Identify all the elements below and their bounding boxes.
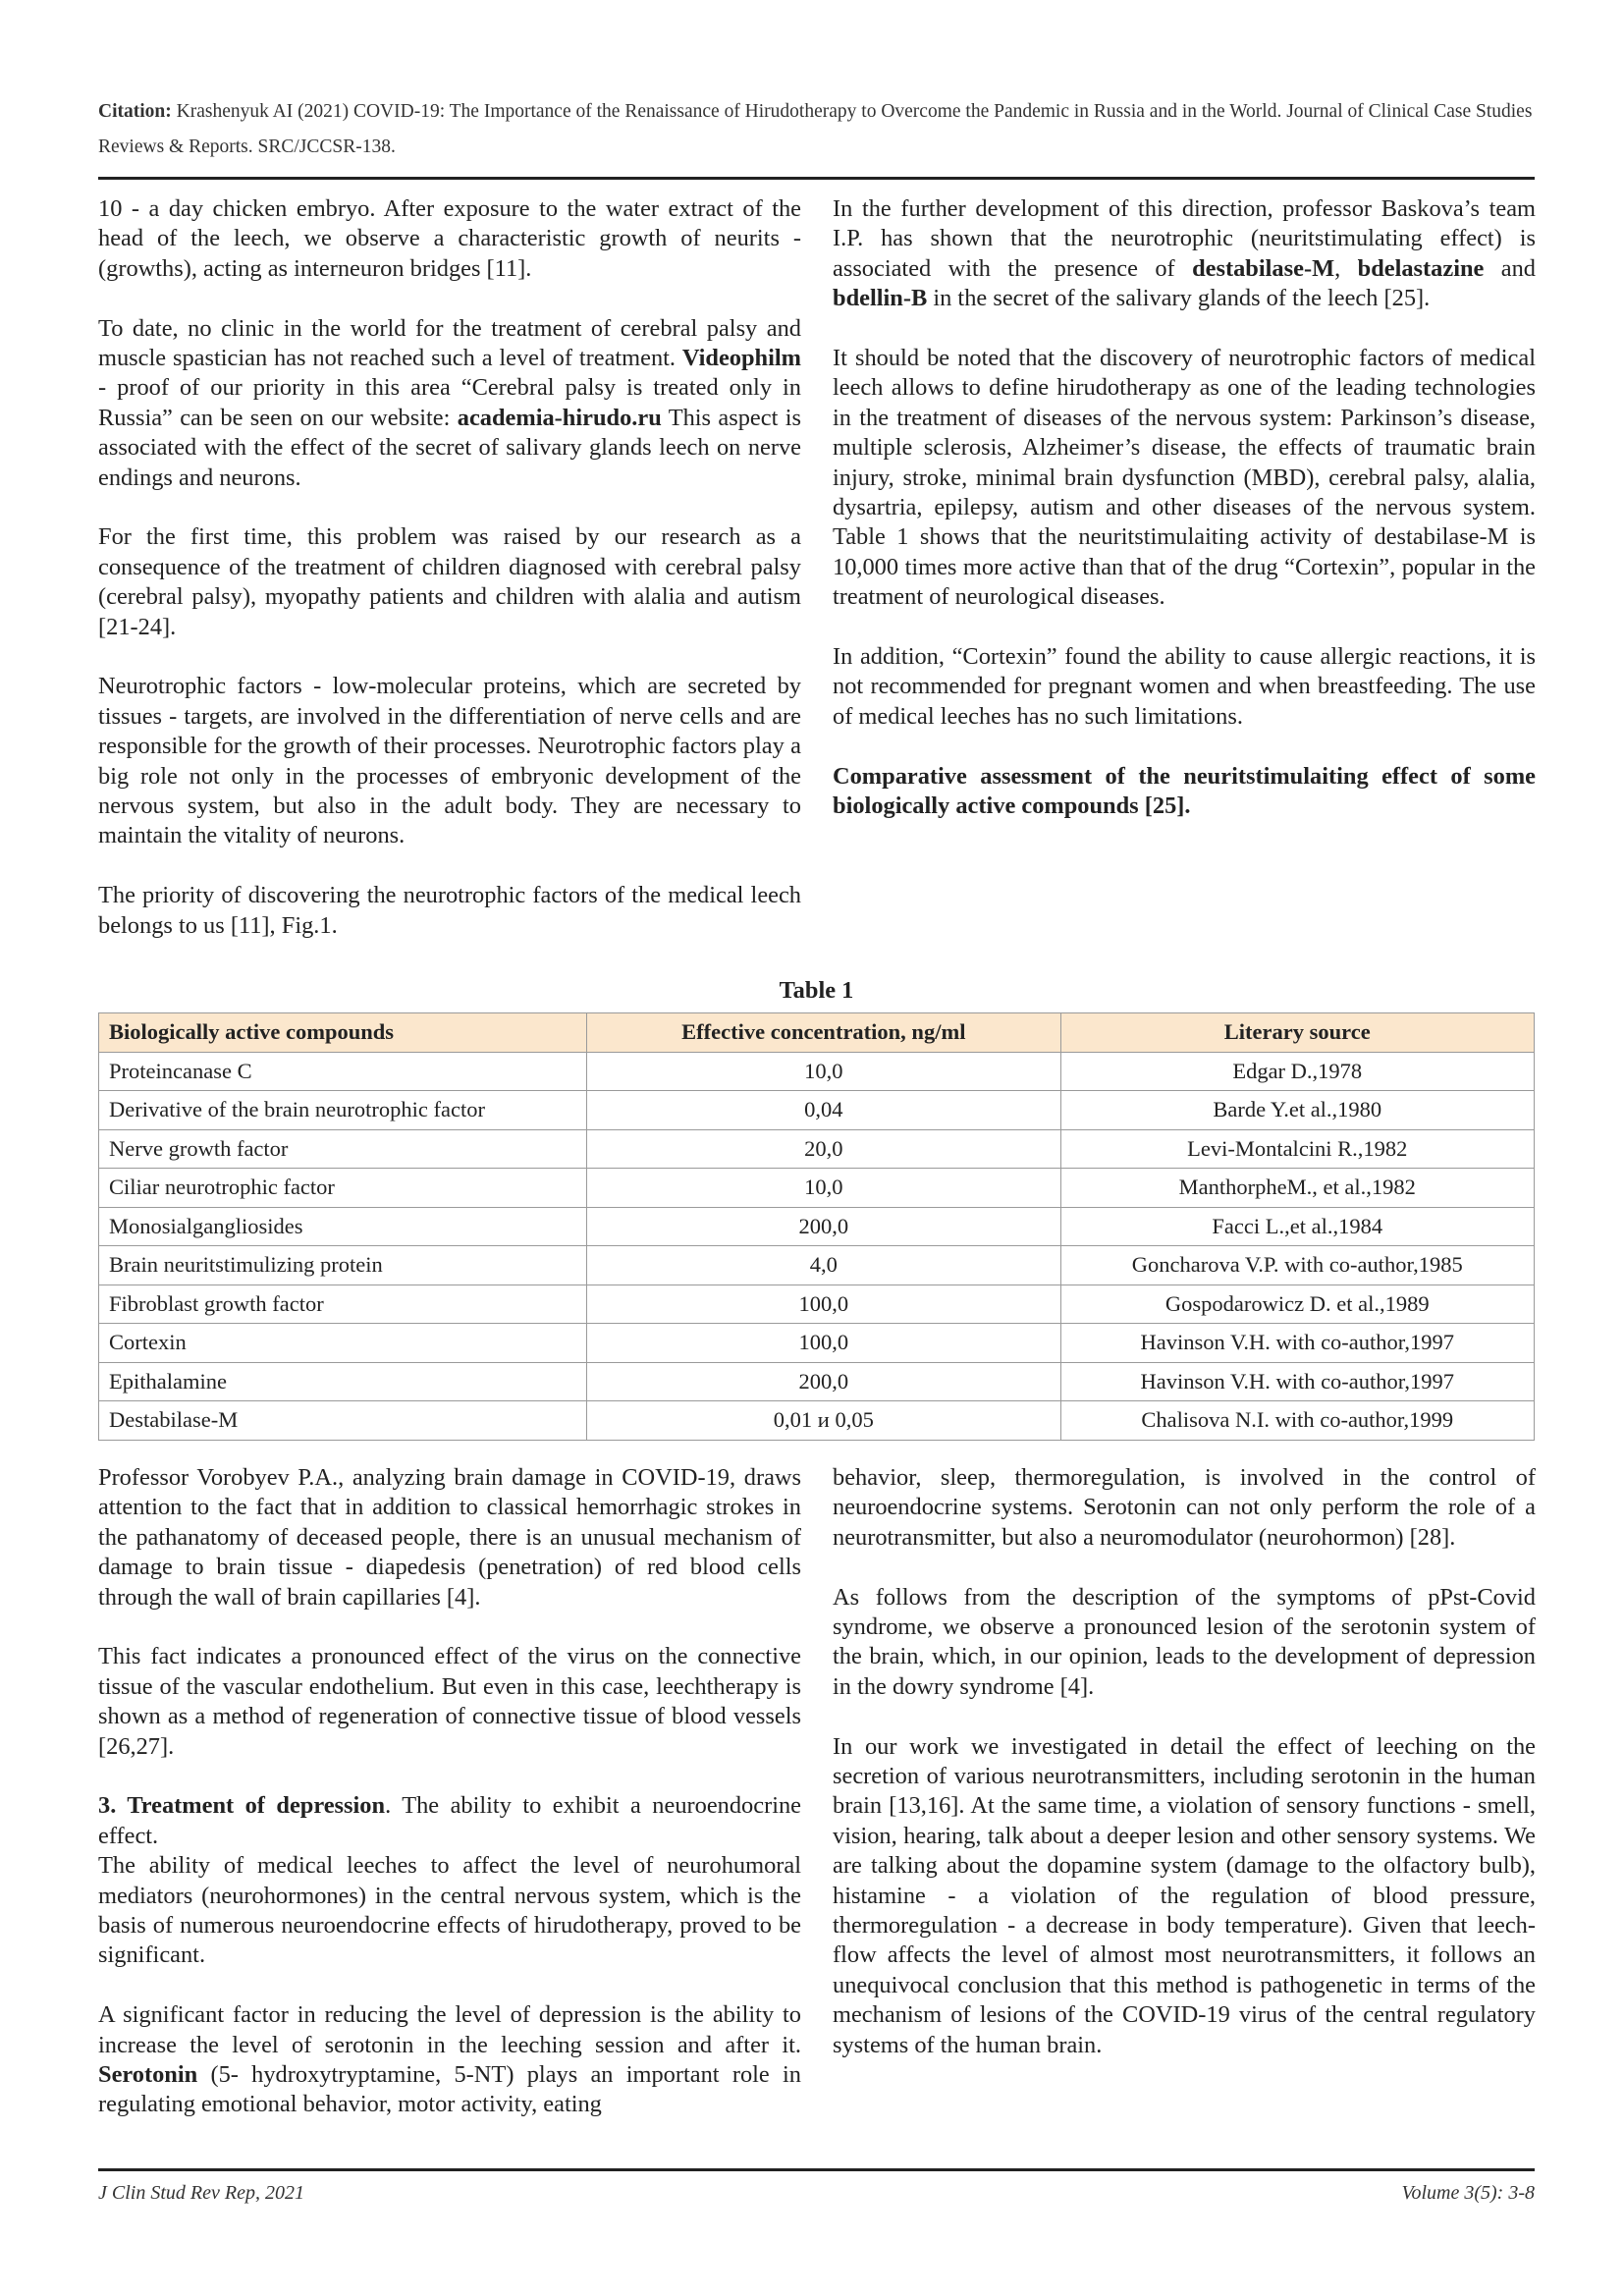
table-header-cell: Effective concentration, ng/ml	[587, 1013, 1060, 1053]
column-bottom-left	[98, 1463, 801, 2120]
table-cell: Brain neuritstimulizing protein	[99, 1246, 587, 1285]
table-row	[99, 1285, 1535, 1324]
paragraph	[98, 314, 801, 493]
table-row	[99, 1207, 1535, 1246]
paragraph	[98, 2000, 801, 2120]
table-cell: 100,0	[587, 1285, 1060, 1324]
citation	[98, 94, 1542, 165]
table-cell: Edgar D.,1978	[1060, 1052, 1534, 1091]
website-link[interactable]: academia-hirudo.ru	[457, 404, 662, 431]
citation-label: Citation:	[98, 101, 172, 122]
paragraph: 10 - a day chicken embryo. After exposure to the water extract of the head of the leech, we observe a characteristic growth of neurits - (growths), acting as interneuron bridges [11].	[98, 195, 801, 282]
paragraph: Neurotrophic factors - low-molecular proteins, which are secreted by tissues - targets, are involved in the differentiation of nerve cells and are responsible for the growth of their processes. Neurotrophic factors play a big role not only in the processes of embryonic development of the nervous system, but also in the adult body. They are necessary to maintain the vitality of neurons.	[98, 673, 801, 849]
table-row	[99, 1324, 1535, 1363]
section-heading: 3. Treatment of depression	[98, 1792, 386, 1820]
paragraph-bold-heading	[833, 762, 1536, 822]
table-header-row	[99, 1013, 1535, 1053]
text-span: ,	[1334, 254, 1341, 282]
column-bottom-right	[833, 1463, 1536, 2060]
paragraph: Professor Vorobyev P.A., analyzing brain damage in COVID-19, draws attention to the fact that in addition to classical hemorrhagic strokes in the pathanatomy of deceased people, there is an unusual mechanism of damage to brain tissue - diapedesis (penetration) of red blood cells through the wall of brain capillaries [4].	[98, 1464, 801, 1611]
paragraph: In our work we investigated in detail the effect of leeching on the secretion of various neurotransmitters, including serotonin in the human brain [13,16]. At the same time, a violation of sensory functions - smell, vision, hearing, talk about a deeper lesion and other sensory systems. We are talking about the dopamine system (damage to the olfactory bulb), histamine - a violation of the regulation of blood pressure, thermoregulation - a decrease in body temperature). Given that leech-flow affects the level of almost most neurotransmitters, it follows an unequivocal conclusion that this method is pathogenetic in terms of the mechanism of lesions of the COVID-19 virus of the central regulatory systems of the human brain.	[833, 1732, 1536, 2058]
bold-videophilm: Videophilm	[681, 345, 801, 372]
table-cell: 10,0	[587, 1169, 1060, 1208]
paragraph: As follows from the description of the symptoms of pPst-Covid syndrome, we observe a pronounced lesion of the serotonin system of the brain, which, in our opinion, leads to the development of depression in the dowry syndrome [4].	[833, 1583, 1536, 1700]
table-row	[99, 1169, 1535, 1208]
table-cell: Barde Y.et al.,1980	[1060, 1091, 1534, 1130]
table-cell: Derivative of the brain neurotrophic factor	[99, 1091, 587, 1130]
table-cell: Epithalamine	[99, 1362, 587, 1401]
table-intro-heading: Comparative assessment of the neuritstimulaiting effect of some biologically active compounds [25].	[833, 762, 1536, 820]
table-cell: 200,0	[587, 1207, 1060, 1246]
table-cell: Monosialgangliosides	[99, 1207, 587, 1246]
table-cell: Goncharova V.P. with co-author,1985	[1060, 1246, 1534, 1285]
table-cell: 20,0	[587, 1129, 1060, 1169]
table-row	[99, 1362, 1535, 1401]
table-cell: Nerve growth factor	[99, 1129, 587, 1169]
table-cell: Levi-Montalcini R.,1982	[1060, 1129, 1534, 1169]
paragraph: The priority of discovering the neurotrophic factors of the medical leech belongs to us [11], Fig.1.	[98, 882, 801, 939]
text-span: in the secret of the salivary glands of the leech [25].	[933, 285, 1431, 312]
bold-destabilase: destabilase-M	[1192, 254, 1335, 282]
table-cell: Fibroblast growth factor	[99, 1285, 587, 1324]
paragraph: In addition, “Cortexin” found the ability to cause allergic reactions, it is not recommended for pregnant women and when breastfeeding. The use of medical leeches has no such limitations.	[833, 643, 1536, 730]
citation-text: Krashenyuk AI (2021) COVID-19: The Importance of the Renaissance of Hirudotherapy to Overcome the Pandemic in Russia and in the World. Journal of Clinical Case Studies Reviews & Reports. SRC/JCCSR-138.	[98, 101, 1533, 157]
bold-bdelastazine: bdelastazine	[1357, 254, 1485, 282]
table-cell: 100,0	[587, 1324, 1060, 1363]
table-row	[99, 1401, 1535, 1441]
text-span: (5- hydroxytryptamine, 5-NT) plays an important role in regulating emotional behavior, motor activity, eating	[98, 2061, 801, 2118]
paragraph	[833, 194, 1536, 314]
paragraph: behavior, sleep, thermoregulation, is involved in the control of neuroendocrine systems. Serotonin can not only perform the role of a neurotransmitter, but also a neuromodulator (neurohormon) [28].	[833, 1464, 1536, 1551]
header-rule	[98, 177, 1535, 180]
paragraph: The ability of medical leeches to affect the level of neurohumoral mediators (neurohormones) in the central nervous system, which is the basis of numerous neuroendocrine effects of hirudotherapy, proved to be significant.	[98, 1852, 801, 1969]
text-span: This aspect is associated with the effect of the secret of salivary glands leech on nerve endings and neurons.	[98, 404, 801, 491]
table-cell: Havinson V.H. with co-author,1997	[1060, 1362, 1534, 1401]
table-cell: 200,0	[587, 1362, 1060, 1401]
table-cell: ManthorpheM., et al.,1982	[1060, 1169, 1534, 1208]
footer-rule	[98, 2168, 1535, 2171]
table-cell: Destabilase-M	[99, 1401, 587, 1441]
table-header-cell: Biologically active compounds	[99, 1013, 587, 1053]
text-span: - proof of our priority in this area “Cerebral palsy is treated only in Russia” can be seen on our website:	[98, 374, 801, 431]
table-cell: Ciliar neurotrophic factor	[99, 1169, 587, 1208]
paragraph: For the first time, this problem was raised by our research as a consequence of the treatment of children diagnosed with cerebral palsy (cerebral palsy), myopathy patients and children with alalia and autism [21-24].	[98, 523, 801, 640]
table-cell: 10,0	[587, 1052, 1060, 1091]
section-heading-paragraph	[98, 1791, 801, 1851]
table-cell: Facci L.,et al.,1984	[1060, 1207, 1534, 1246]
paragraph: This fact indicates a pronounced effect of the virus on the connective tissue of the vascular endothelium. But even in this case, leechtherapy is shown as a method of regeneration of connective tissue of blood vessels [26,27].	[98, 1643, 801, 1760]
text-span: A significant factor in reducing the level of depression is the ability to increase the level of serotonin in the leeching session and after it.	[98, 2001, 801, 2058]
text-span: and	[1500, 254, 1536, 282]
table-cell: Havinson V.H. with co-author,1997	[1060, 1324, 1534, 1363]
text-span: In the further development of this direction, professor Baskova’s team I.P. has shown that the neurotrophic (neuritstimulating effect) is associated with the presence of	[833, 195, 1536, 282]
text-span: To date, no clinic in the world for the treatment of cerebral palsy and muscle spastician has not reached such a level of treatment.	[98, 314, 801, 372]
table-row	[99, 1091, 1535, 1130]
column-top-right	[833, 194, 1536, 821]
table-cell: 4,0	[587, 1246, 1060, 1285]
table-cell: 0,04	[587, 1091, 1060, 1130]
table-cell: Gospodarowicz D. et al.,1989	[1060, 1285, 1534, 1324]
footer-volume: Volume 3(5): 3-8	[1401, 2182, 1535, 2204]
table-cell: 0,01 и 0,05	[587, 1401, 1060, 1441]
table-cell: Chalisova N.I. with co-author,1999	[1060, 1401, 1534, 1441]
bold-serotonin: Serotonin	[98, 2061, 198, 2089]
footer-journal: J Clin Stud Rev Rep, 2021	[98, 2182, 304, 2204]
table-cell: Proteincanase C	[99, 1052, 587, 1091]
table-row	[99, 1246, 1535, 1285]
table-row	[99, 1129, 1535, 1169]
table-title: Table 1	[779, 977, 854, 1004]
table-header-cell: Literary source	[1060, 1013, 1534, 1053]
text-span: . The ability to exhibit a neuroendocrine effect.	[98, 1792, 802, 1849]
table-cell: Cortexin	[99, 1324, 587, 1363]
column-top-left	[98, 194, 801, 941]
bold-bdellin: bdellin-B	[833, 285, 928, 312]
table-row	[99, 1052, 1535, 1091]
data-table	[98, 1012, 1535, 1441]
paragraph: It should be noted that the discovery of neurotrophic factors of medical leech allows to define hirudotherapy as one of the leading technologies in the treatment of diseases of the nervous system: Parkinson’s disease, multiple sclerosis, Alzheimer’s disease, the effects of traumatic brain injury, stroke, minimal brain dysfunction (MBD), cerebral palsy, alalia, dysartria, epilepsy, autism and other diseases of the nervous system. Table 1 shows that the neuritstimulaiting activity of destabilase-M is 10,000 times more active than that of the drug “Cortexin”, popular in the treatment of neurological diseases.	[833, 345, 1536, 611]
